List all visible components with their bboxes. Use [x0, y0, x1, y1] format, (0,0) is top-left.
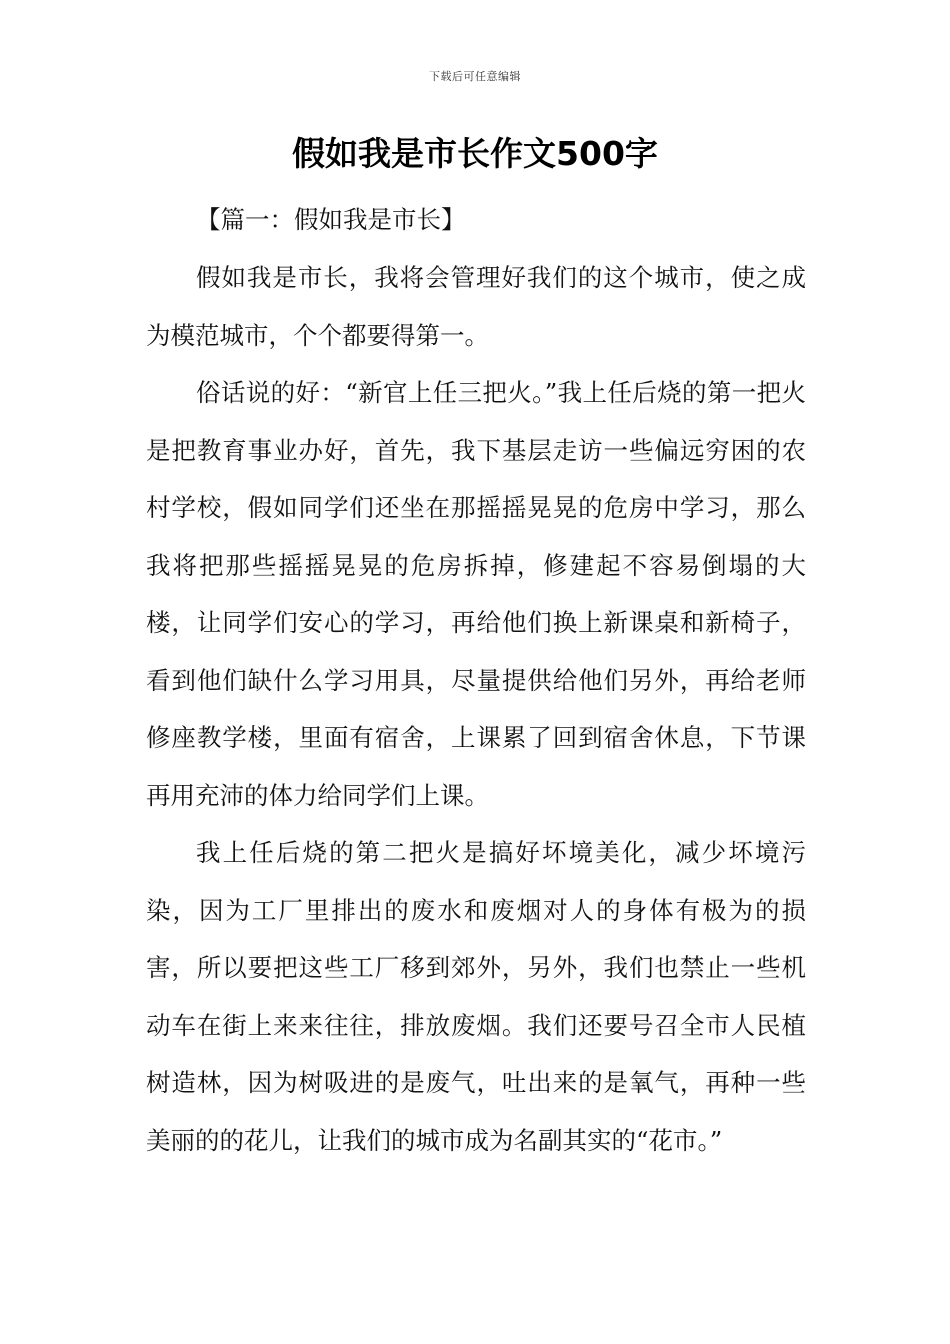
document-body	[146, 191, 806, 1169]
paragraph-intro: 假如我是市长，我将会管理好我们的这个城市，使之成为模范城市，个个都要得第一。	[146, 263, 806, 350]
section-heading: 【篇一：假如我是市长】	[196, 205, 466, 234]
document-title: 假如我是市长作文500字	[292, 134, 658, 173]
page-header-note: 下载后可任意编辑	[429, 70, 521, 83]
paragraph-environment: 我上任后烧的第二把火是搞好坏境美化，减少坏境污染，因为工厂里排出的废水和废烟对人的身体有极为的损害，所以要把这些工厂移到郊外，另外，我们也禁止一些机动车在街上来来往往，排放废烟。我们还要号召全市人民植树造林，因为树吸进的是废气，吐出来的是氧气，再种一些美丽的的花儿，让我们的城市成为名副其实的“花市。”	[146, 838, 806, 1155]
paragraph-education: 俗话说的好：“新官上任三把火。”我上任后烧的第一把火是把教育事业办好，首先，我下基层走访一些偏远穷困的农村学校，假如同学们还坐在那摇摇晃晃的危房中学习，那么我将把那些摇摇晃晃的危房拆掉，修建起不容易倒塌的大楼，让同学们安心的学习，再给他们换上新课桌和新椅子，看到他们缺什么学习用具，尽量提供给他们另外，再给老师修座教学楼，里面有宿舍，上课累了回到宿舍休息，下节课再用充沛的体力给同学们上课。	[146, 378, 806, 810]
